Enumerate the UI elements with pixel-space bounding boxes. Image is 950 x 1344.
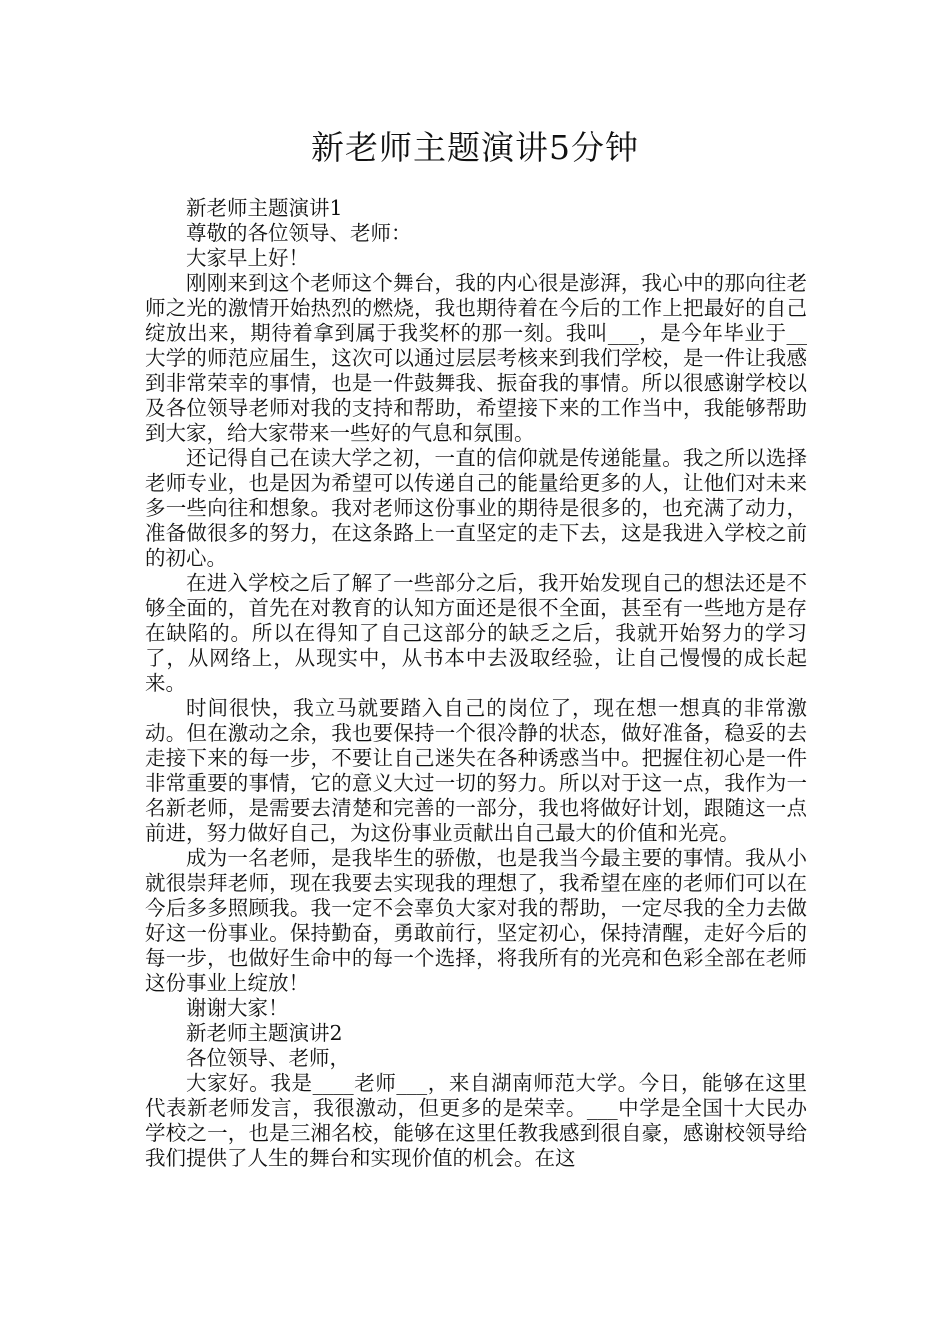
body-paragraph: 刚刚来到这个老师这个舞台，我的内心很是澎湃，我心中的那向往老师之光的激情开始热烈的燃烧，我也期待着在今后的工作上把最好的自己绽放出来，期待着拿到属于我奖杯的那一刻。我叫___，是今年毕业于__大学的师范应届生，这次可以通过层层考核来到我们学校，是一件让我感到非常荣幸的事情，也是一件鼓舞我、振奋我的事情。所以很感谢学校以及各位领导老师对我的支持和帮助，希望接下来的工作当中，我能够帮助到大家，给大家带来一些好的气息和氛围。 [145, 271, 807, 445]
speech-1-greeting: 大家早上好！ [186, 246, 309, 270]
document-title: 新老师主题演讲5分钟 [311, 128, 639, 167]
speech-2-salutation: 各位领导、老师， [186, 1046, 350, 1070]
body-paragraph: 成为一名老师，是我毕生的骄傲，也是我当今最主要的事情。我从小就很崇拜老师，现在我要去实现我的理想了，我希望在座的老师们可以在今后多多照顾我。我一定不会辜负大家对我的帮助，一定尽我的全力去做好这一份事业。保持勤奋，勇敢前行，坚定初心，保持清醒，走好今后的每一步，也做好生命中的每一个选择，将我所有的光亮和色彩全部在老师这份事业上绽放！ [145, 846, 807, 995]
body-paragraph: 时间很快，我立马就要踏入自己的岗位了，现在想一想真的非常激动。但在激动之余，我也要保持一个很冷静的状态，做好准备，稳妥的去走接下来的每一步，不要让自己迷失在各种诱惑当中。把握住初心是一件非常重要的事情，它的意义大过一切的努力。所以对于这一点，我作为一名新老师，是需要去清楚和完善的一部分，我也将做好计划，跟随这一点前进，努力做好自己，为这份事业贡献出自己最大的价值和光亮。 [145, 696, 807, 845]
speech-1-salutation: 尊敬的各位领导、老师： [186, 221, 412, 245]
speech-2-heading: 新老师主题演讲2 [186, 1021, 343, 1045]
document-body [145, 196, 807, 1171]
speech-1-closing: 谢谢大家！ [186, 996, 289, 1020]
body-paragraph: 在进入学校之后了解了一些部分之后，我开始发现自己的想法还是不够全面的，首先在对教育的认知方面还是很不全面，甚至有一些地方是存在缺陷的。所以在得知了自己这部分的缺乏之后，我就开始努力的学习了，从网络上，从现实中，从书本中去汲取经验，让自己慢慢的成长起来。 [145, 571, 807, 695]
body-paragraph: 还记得自己在读大学之初，一直的信仰就是传递能量。我之所以选择老师专业，也是因为希望可以传递自己的能量给更多的人，让他们对未来多一些向往和想象。我对老师这份事业的期待是很多的，也充满了动力，准备做很多的努力，在这条路上一直坚定的走下去，这是我进入学校之前的初心。 [145, 446, 807, 570]
speech-1-heading: 新老师主题演讲1 [186, 196, 343, 220]
body-paragraph: 大家好。我是____老师___，来自湖南师范大学。今日，能够在这里代表新老师发言，我很激动，但更多的是荣幸。___中学是全国十大民办学校之一，也是三湘名校，能够在这里任教我感到很自豪，感谢校领导给我们提供了人生的舞台和实现价值的机会。在这 [145, 1071, 807, 1170]
